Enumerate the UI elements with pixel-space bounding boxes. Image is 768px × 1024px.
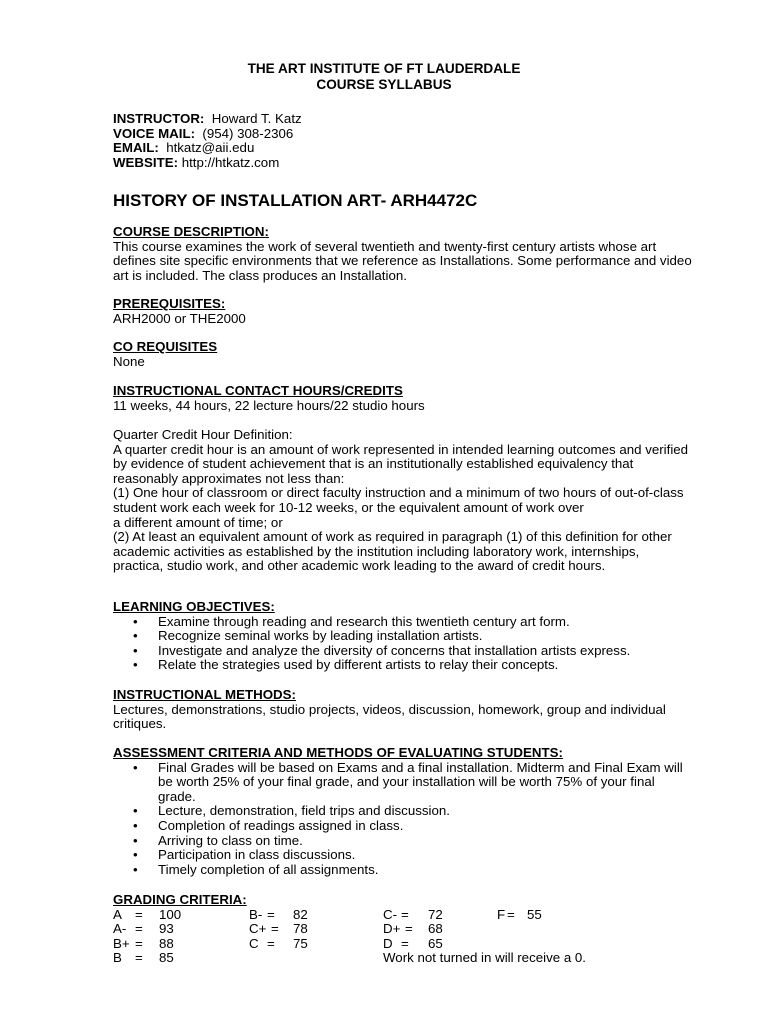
grading-note: Work not turned in will receive a 0. <box>383 950 586 965</box>
prerequisites-text: ARH2000 or THE2000 <box>113 310 246 326</box>
corequisites-text: None <box>113 353 145 369</box>
grade-row: A <box>113 907 122 922</box>
list-item: • Timely completion of all assignments. <box>113 863 693 878</box>
grade-row: B+ <box>113 936 130 951</box>
school-name: THE ART INSTITUTE OF FT LAUDERDALE <box>247 61 521 76</box>
grade-row: D+ <box>383 921 401 936</box>
grade-row: C <box>249 936 259 951</box>
list-item: • Relate the strategies used by different artists to relay their concepts. <box>113 658 693 673</box>
website-link[interactable]: http://htkatz.com <box>181 154 280 170</box>
list-item: • Lecture, demonstration, field trips and discussion. <box>113 804 693 819</box>
grade-row: A- <box>113 921 127 936</box>
contact-info <box>113 112 693 170</box>
grade-row: D <box>383 936 393 951</box>
list-item: • Completion of readings assigned in class. <box>113 819 693 834</box>
definition-text: A quarter credit hour is an amount of work represented in intended learning outcomes and verified by evidence of student achievement that is an institutionally established equivalency that reasonably approximates not less than: <box>113 441 689 486</box>
learning-objectives <box>113 600 693 673</box>
corequisites-section <box>113 340 693 369</box>
instructor-label: INSTRUCTOR: <box>113 111 205 126</box>
list-item: • Recognize seminal works by leading installation artists. <box>113 629 693 644</box>
grade-row: B- <box>249 907 263 922</box>
definition-item-1: (1) One hour of classroom or direct faculty instruction and a minimum of two hours of out-of-class student work each week for 10-12 weeks, or the equivalent amount of work over <box>113 485 684 515</box>
email-address[interactable]: htkatz@aii.edu <box>166 140 255 156</box>
hours-heading: INSTRUCTIONAL CONTACT HOURS/CREDITS <box>113 383 403 398</box>
corequisites-heading: CO REQUISITES <box>113 339 218 354</box>
course-title: HISTORY OF INSTALLATION ART- ARH4472C <box>113 191 478 210</box>
definition-title: Quarter Credit Hour Definition: <box>113 427 293 442</box>
definition-item-2: (2) At least an equivalent amount of work as required in paragraph (1) of this definition for other academic activities as established by the institution including laboratory work, internships, practica, studio work, and other academic work leading to the award of credit hours. <box>113 529 672 574</box>
list-item: • Arriving to class on time. <box>113 834 693 849</box>
grade-row: C- <box>383 907 398 922</box>
instructor-name: Howard T. Katz <box>211 111 302 126</box>
credit-hour-definition <box>113 428 693 574</box>
document-type: COURSE SYLLABUS <box>316 77 452 92</box>
grading-criteria: GRADING CRITERIA: A = 100 A- = 93 B+ = 88 B = 85 B- = 82 C+ = 78 C = 75 C- = 72 D+ = 68 D = 65 F = 55 Work not turned in will receive a 0. <box>113 893 693 973</box>
description-text: This course examines the work of several twentieth and twenty-first century artists whose art defines site specific environments that we reference as Installations. Some performance and video art is included. The class produces an Installation. <box>113 238 692 283</box>
hours-text: 11 weeks, 44 hours, 22 lecture hours/22 studio hours <box>113 397 425 413</box>
prerequisites-heading: PREREQUISITES: <box>113 296 226 311</box>
list-item: • Investigate and analyze the diversity of concerns that installation artists express. <box>113 644 693 659</box>
objectives-heading: LEARNING OBJECTIVES: <box>113 599 275 614</box>
grade-row: F <box>497 907 506 922</box>
instructional-methods <box>113 688 693 732</box>
list-item: • Final Grades will be based on Exams and a final installation. Midterm and Final Exam will be worth 25% of your final grade, and your installation will be worth 75% of your final grade. <box>113 761 693 805</box>
grading-heading: GRADING CRITERIA: <box>113 892 247 907</box>
grade-row: B <box>113 950 122 965</box>
list-item: • Examine through reading and research this twentieth century art form. <box>113 615 693 630</box>
methods-text: Lectures, demonstrations, studio projects, videos, discussion, homework, group and individual critiques. <box>113 701 666 732</box>
list-item: • Participation in class discussions. <box>113 848 693 863</box>
document-header <box>0 61 768 93</box>
prerequisites-section <box>113 297 693 326</box>
methods-heading: INSTRUCTIONAL METHODS: <box>113 687 296 702</box>
voicemail-number: (954) 308-2306 <box>202 125 294 141</box>
definition-item-1b: a different amount of time; or <box>113 514 283 530</box>
course-description <box>113 225 693 283</box>
website-label: WEBSITE: <box>113 154 179 170</box>
email-label: EMAIL: <box>113 140 159 156</box>
contact-hours-section <box>113 384 693 413</box>
description-heading: COURSE DESCRIPTION: <box>113 224 269 239</box>
assessment-heading: ASSESSMENT CRITERIA AND METHODS OF EVALUATING STUDENTS: <box>113 745 563 760</box>
grade-row: C+ <box>249 921 267 936</box>
voicemail-label: VOICE MAIL: <box>113 125 195 141</box>
assessment-section <box>113 746 693 877</box>
